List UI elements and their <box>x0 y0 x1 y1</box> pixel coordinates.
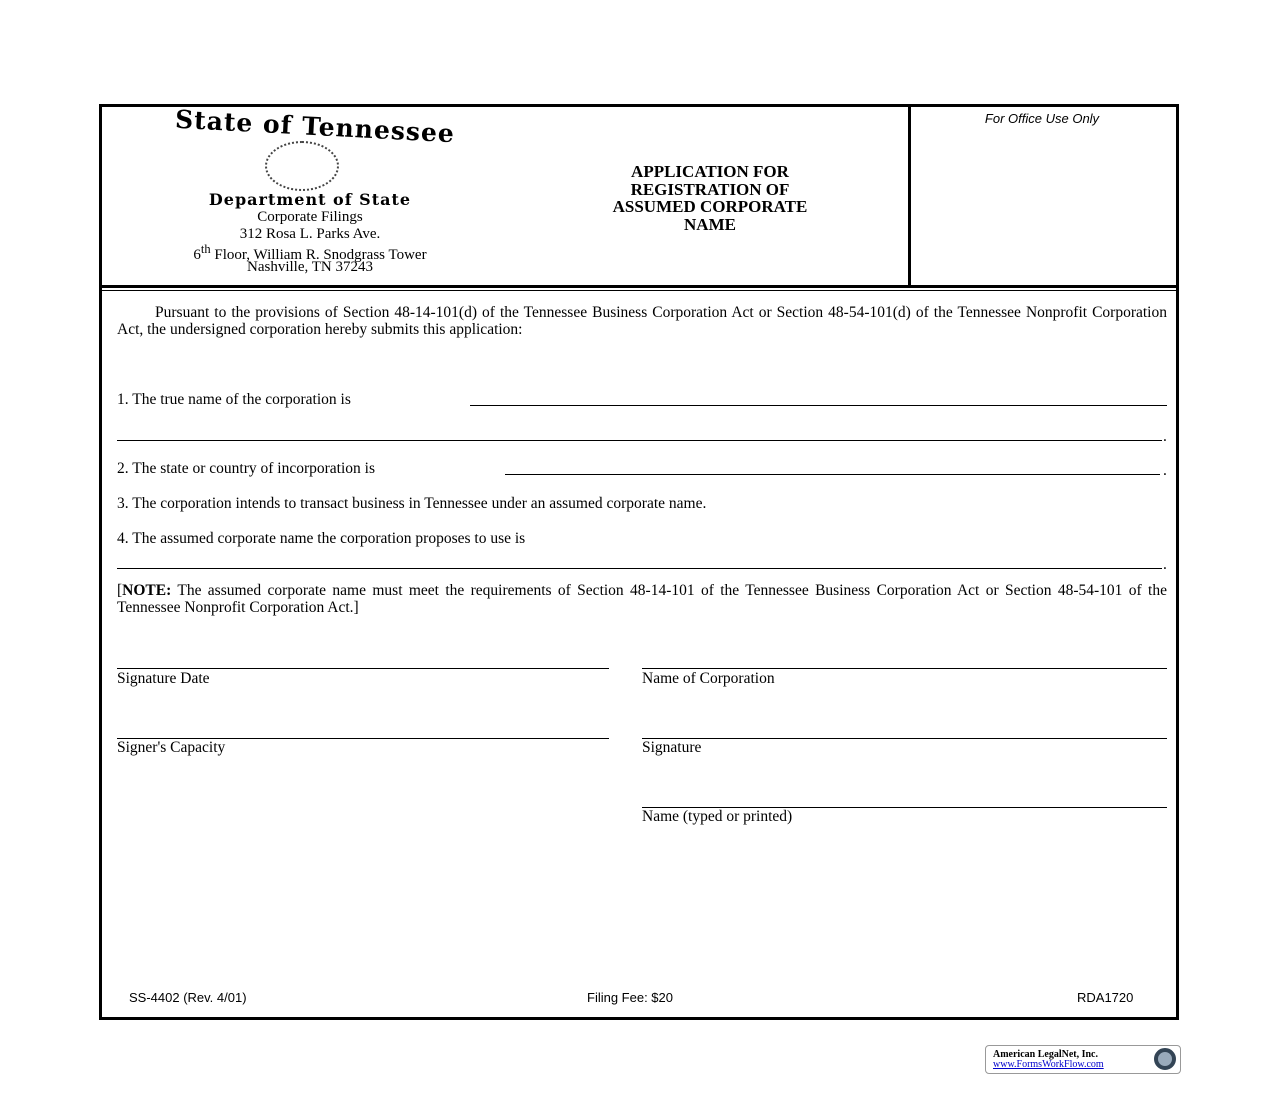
floor-text: Floor, William R. Snodgrass Tower <box>214 247 427 263</box>
form-code: RDA1720 <box>1077 990 1134 1005</box>
note-text: The assumed corporate name must meet the requirements of Section 48-14-101 of the Tennessee Business Corporation Act or Section 48-54-101 of the Tennessee Nonprofit Corporation Act.] <box>117 582 1167 616</box>
filing-fee: Filing Fee: $20 <box>587 990 673 1005</box>
title-line: NAME <box>684 214 736 234</box>
form-number: SS-4402 (Rev. 4/01) <box>129 990 247 1005</box>
period: . <box>1163 556 1167 573</box>
address-line: Corporate Filings <box>257 209 363 225</box>
address-line: Nashville, TN 37243 <box>247 259 373 275</box>
period: . <box>1163 428 1167 445</box>
globe-icon <box>1154 1048 1176 1070</box>
logo-company: American LegalNet, Inc. <box>993 1049 1098 1060</box>
item-2-label: 2. The state or country of incorporation is <box>117 460 375 477</box>
assumed-name-field[interactable] <box>117 568 1162 569</box>
logo-url[interactable]: www.FormsWorkFlow.com <box>993 1059 1104 1070</box>
signature-date-label: Signature Date <box>117 670 210 687</box>
title-line: REGISTRATION OF <box>630 179 790 199</box>
legalnet-logo[interactable] <box>985 1045 1181 1074</box>
department-name: Department of State <box>208 190 412 209</box>
printed-name-label: Name (typed or printed) <box>642 808 793 825</box>
true-name-field-line2[interactable] <box>117 440 1162 441</box>
item-1-label: 1. The true name of the corporation is <box>117 391 351 408</box>
period: . <box>1163 462 1167 479</box>
signature-label: Signature <box>642 739 702 756</box>
true-name-field[interactable] <box>470 405 1167 406</box>
signature-date-field[interactable] <box>117 668 609 669</box>
address-line: 312 Rosa L. Parks Ave. <box>239 226 381 242</box>
header-bottom-rule-thin <box>99 290 1179 291</box>
office-use-label: For Office Use Only <box>984 111 1100 126</box>
state-title: State of Tennessee <box>174 104 456 149</box>
title-line: APPLICATION FOR <box>631 162 789 181</box>
title-line: ASSUMED CORPORATE <box>612 197 808 216</box>
form-title <box>560 163 860 233</box>
signers-capacity-label: Signer's Capacity <box>117 739 226 756</box>
state-seal-icon <box>265 141 339 191</box>
header-bottom-rule <box>99 285 1179 288</box>
state-of-incorporation-field[interactable] <box>505 474 1160 475</box>
floor-suffix: th <box>200 242 211 256</box>
note-label: NOTE: <box>122 582 172 599</box>
item-3-text: 3. The corporation intends to transact business in Tennessee under an assumed corporate name. <box>117 495 707 512</box>
corporation-name-label: Name of Corporation <box>642 670 775 687</box>
note-paragraph <box>117 582 1167 616</box>
header-divider <box>908 104 911 287</box>
item-4-label: 4. The assumed corporate name the corporation proposes to use is <box>117 530 526 547</box>
floor-number: 6 <box>193 247 201 263</box>
corporation-name-field[interactable] <box>642 668 1167 669</box>
intro-paragraph: Pursuant to the provisions of Section 48-14-101(d) of the Tennessee Business Corporation Act or Section 48-54-101(d) of the Tennessee Nonprofit Corporation Act, the undersigned corporation hereby submits this application: <box>117 304 1167 338</box>
signature-field[interactable] <box>642 738 1167 739</box>
note-bracket: [ <box>117 582 123 599</box>
